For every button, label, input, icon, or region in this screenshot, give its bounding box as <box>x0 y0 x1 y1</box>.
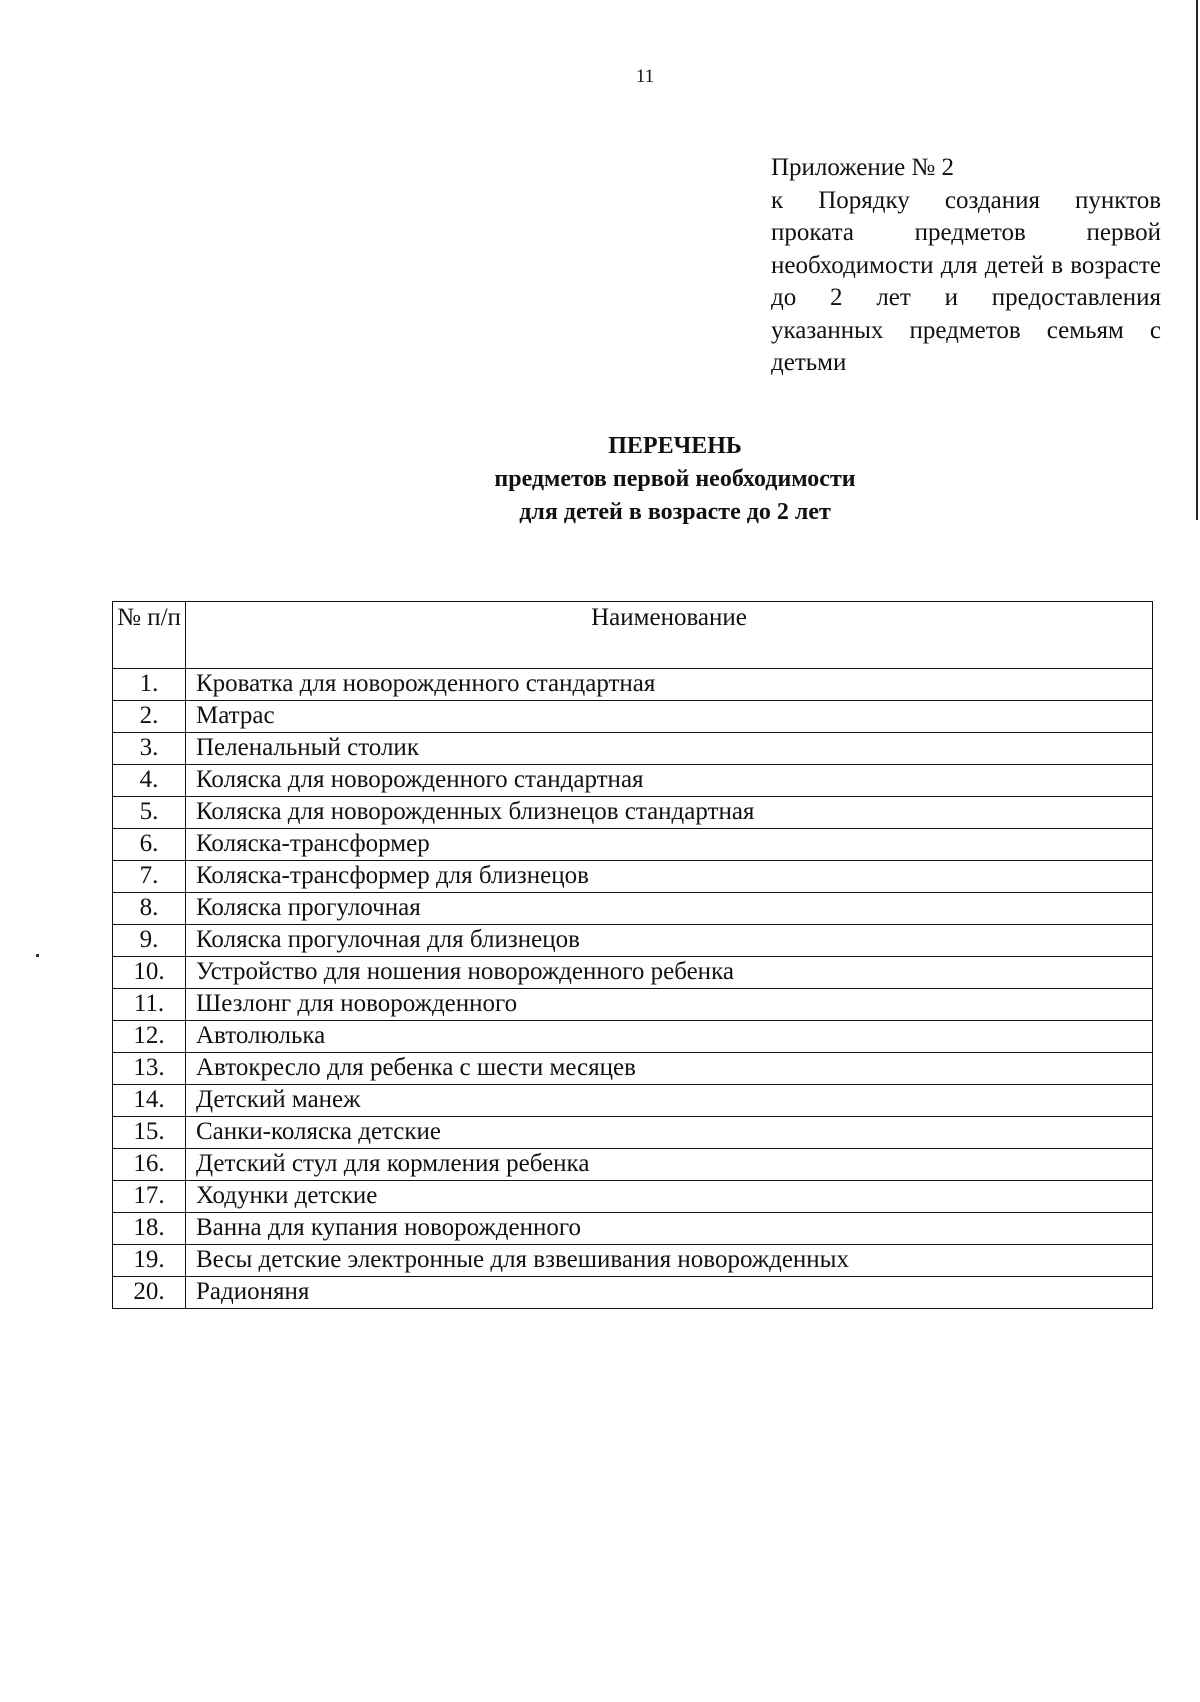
table-row <box>113 669 1153 701</box>
row-item-name: Кроватка для новорожденного стандартная <box>186 669 1153 701</box>
row-number: 16. <box>113 1149 186 1181</box>
table-row <box>113 861 1153 893</box>
row-number: 3. <box>113 733 186 765</box>
column-header-number: № п/п <box>113 602 186 669</box>
scan-edge-line <box>1196 0 1198 520</box>
row-number: 12. <box>113 1021 186 1053</box>
column-header-name: Наименование <box>186 602 1153 669</box>
row-number: 18. <box>113 1213 186 1245</box>
scan-speck <box>36 954 39 957</box>
row-item-name: Устройство для ношения новорожденного ребенка <box>186 957 1153 989</box>
row-item-name: Детский стул для кормления ребенка <box>186 1149 1153 1181</box>
items-table <box>112 601 1153 1309</box>
row-number: 15. <box>113 1117 186 1149</box>
row-item-name: Матрас <box>186 701 1153 733</box>
table-row <box>113 829 1153 861</box>
heading-line-1: ПЕРЕЧЕНЬ <box>608 433 742 459</box>
annex-block <box>771 152 1161 380</box>
table-row <box>113 1181 1153 1213</box>
table-row <box>113 925 1153 957</box>
row-item-name: Автолюлька <box>186 1021 1153 1053</box>
row-number: 5. <box>113 797 186 829</box>
row-number: 19. <box>113 1245 186 1277</box>
row-number: 2. <box>113 701 186 733</box>
row-item-name: Коляска-трансформер <box>186 829 1153 861</box>
table-row <box>113 1149 1153 1181</box>
row-number: 6. <box>113 829 186 861</box>
table-row <box>113 701 1153 733</box>
row-number: 17. <box>113 1181 186 1213</box>
row-item-name: Ходунки детские <box>186 1181 1153 1213</box>
row-item-name: Коляска прогулочная для близнецов <box>186 925 1153 957</box>
row-number: 8. <box>113 893 186 925</box>
document-heading <box>430 430 920 529</box>
page-number: 11 <box>635 66 655 87</box>
table-row <box>113 989 1153 1021</box>
row-item-name: Ванна для купания новорожденного <box>186 1213 1153 1245</box>
table-row <box>113 893 1153 925</box>
row-number: 13. <box>113 1053 186 1085</box>
table-header-row <box>113 602 1153 669</box>
annex-title: Приложение № 2 <box>771 154 955 181</box>
table-row <box>113 733 1153 765</box>
row-item-name: Коляска для новорожденного стандартная <box>186 765 1153 797</box>
table-row <box>113 957 1153 989</box>
table-row <box>113 1213 1153 1245</box>
heading-line-3: для детей в возрасте до 2 лет <box>519 499 831 525</box>
table-row <box>113 1085 1153 1117</box>
table-row <box>113 1021 1153 1053</box>
row-item-name: Радионяня <box>186 1277 1153 1309</box>
row-item-name: Шезлонг для новорожденного <box>186 989 1153 1021</box>
row-number: 11. <box>113 989 186 1021</box>
row-item-name: Коляска для новорожденных близнецов стандартная <box>186 797 1153 829</box>
row-number: 9. <box>113 925 186 957</box>
row-item-name: Весы детские электронные для взвешивания новорожденных <box>186 1245 1153 1277</box>
row-number: 4. <box>113 765 186 797</box>
row-item-name: Коляска-трансформер для близнецов <box>186 861 1153 893</box>
table-row <box>113 797 1153 829</box>
row-number: 7. <box>113 861 186 893</box>
row-number: 10. <box>113 957 186 989</box>
table-row <box>113 1277 1153 1309</box>
row-number: 1. <box>113 669 186 701</box>
row-number: 14. <box>113 1085 186 1117</box>
table-body <box>113 669 1153 1309</box>
row-item-name: Автокресло для ребенка с шести месяцев <box>186 1053 1153 1085</box>
table-row <box>113 765 1153 797</box>
row-item-name: Коляска прогулочная <box>186 893 1153 925</box>
table-row <box>113 1053 1153 1085</box>
row-item-name: Пеленальный столик <box>186 733 1153 765</box>
row-number: 20. <box>113 1277 186 1309</box>
annex-body: к Порядку создания пунктов проката предметов первой необходимости для детей в возрасте до 2 лет и предоставления указанных предметов семьям с детьми <box>771 186 1161 376</box>
table-row <box>113 1117 1153 1149</box>
row-item-name: Детский манеж <box>186 1085 1153 1117</box>
heading-line-2: предметов первой необходимости <box>494 466 856 492</box>
row-item-name: Санки-коляска детские <box>186 1117 1153 1149</box>
table-row <box>113 1245 1153 1277</box>
